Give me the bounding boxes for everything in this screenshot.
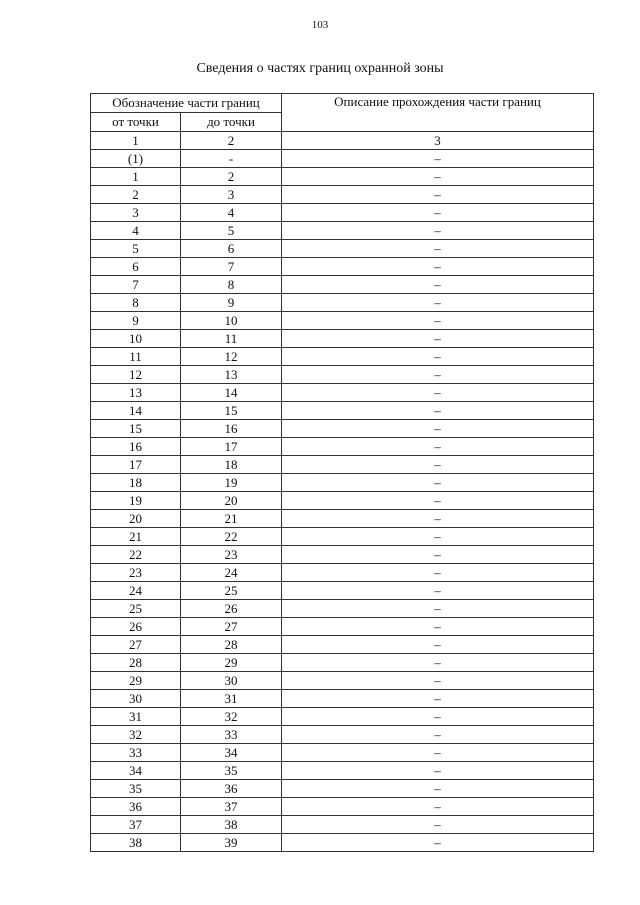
to-point-cell: 16 (181, 420, 282, 438)
table-row (91, 600, 594, 618)
from-point-cell: 13 (91, 384, 181, 402)
table-row (91, 546, 594, 564)
table-row (91, 258, 594, 276)
table-row (91, 402, 594, 420)
description-cell: – (282, 402, 594, 420)
header-boundary-designation: Обозначение части границ (91, 94, 282, 113)
table-row (91, 690, 594, 708)
from-point-cell: 33 (91, 744, 181, 762)
from-point-cell: 23 (91, 564, 181, 582)
from-point-cell: 8 (91, 294, 181, 312)
from-point-cell: 17 (91, 456, 181, 474)
description-cell: – (282, 564, 594, 582)
to-point-cell: 26 (181, 600, 282, 618)
table-row (91, 438, 594, 456)
column-number-3: 3 (282, 132, 594, 150)
to-point-cell: 19 (181, 474, 282, 492)
from-point-cell: 27 (91, 636, 181, 654)
table-row (91, 636, 594, 654)
header-from-point: от точки (91, 113, 181, 132)
table-row (91, 330, 594, 348)
to-point-cell: 23 (181, 546, 282, 564)
from-point-cell: 2 (91, 186, 181, 204)
table-row (91, 834, 594, 852)
from-point-cell: 37 (91, 816, 181, 834)
table-row (91, 780, 594, 798)
from-point-cell: 20 (91, 510, 181, 528)
to-point-cell: 11 (181, 330, 282, 348)
boundary-parts-table (90, 93, 594, 852)
column-numbers-row (91, 132, 594, 150)
description-cell: – (282, 672, 594, 690)
from-point-cell: 26 (91, 618, 181, 636)
description-cell: – (282, 510, 594, 528)
from-point-cell: (1) (91, 150, 181, 168)
description-cell: – (282, 762, 594, 780)
table-row (91, 456, 594, 474)
header-to-point: до точки (181, 113, 282, 132)
to-point-cell: 24 (181, 564, 282, 582)
table-row (91, 582, 594, 600)
table-row (91, 798, 594, 816)
from-point-cell: 32 (91, 726, 181, 744)
to-point-cell: 8 (181, 276, 282, 294)
to-point-cell: 9 (181, 294, 282, 312)
description-cell: – (282, 834, 594, 852)
description-cell: – (282, 438, 594, 456)
description-cell: – (282, 744, 594, 762)
from-point-cell: 5 (91, 240, 181, 258)
table-row (91, 564, 594, 582)
to-point-cell: 31 (181, 690, 282, 708)
from-point-cell: 19 (91, 492, 181, 510)
to-point-cell: 20 (181, 492, 282, 510)
table-body (91, 150, 594, 852)
description-cell: – (282, 780, 594, 798)
page-number: 103 (311, 19, 329, 31)
from-point-cell: 38 (91, 834, 181, 852)
table-row (91, 204, 594, 222)
description-cell: – (282, 492, 594, 510)
to-point-cell: 28 (181, 636, 282, 654)
from-point-cell: 31 (91, 708, 181, 726)
to-point-cell: 15 (181, 402, 282, 420)
description-cell: – (282, 618, 594, 636)
to-point-cell: 6 (181, 240, 282, 258)
from-point-cell: 36 (91, 798, 181, 816)
from-point-cell: 14 (91, 402, 181, 420)
from-point-cell: 10 (91, 330, 181, 348)
from-point-cell: 30 (91, 690, 181, 708)
table-row (91, 762, 594, 780)
table-row (91, 744, 594, 762)
description-cell: – (282, 312, 594, 330)
table-row (91, 474, 594, 492)
to-point-cell: 33 (181, 726, 282, 744)
table-row (91, 528, 594, 546)
to-point-cell: 30 (181, 672, 282, 690)
from-point-cell: 25 (91, 600, 181, 618)
table-row (91, 654, 594, 672)
description-cell: – (282, 150, 594, 168)
description-cell: – (282, 294, 594, 312)
description-cell: – (282, 366, 594, 384)
table-row (91, 186, 594, 204)
from-point-cell: 34 (91, 762, 181, 780)
description-cell: – (282, 240, 594, 258)
to-point-cell: 38 (181, 816, 282, 834)
from-point-cell: 3 (91, 204, 181, 222)
table-row (91, 294, 594, 312)
from-point-cell: 12 (91, 366, 181, 384)
description-cell: – (282, 690, 594, 708)
to-point-cell: 18 (181, 456, 282, 474)
description-cell: – (282, 474, 594, 492)
table-row (91, 672, 594, 690)
table-row (91, 384, 594, 402)
to-point-cell: 13 (181, 366, 282, 384)
description-cell: – (282, 204, 594, 222)
to-point-cell: 10 (181, 312, 282, 330)
to-point-cell: 37 (181, 798, 282, 816)
header-boundary-description: Описание прохождения части границ (282, 94, 594, 132)
description-cell: – (282, 348, 594, 366)
description-cell: – (282, 582, 594, 600)
description-cell: – (282, 456, 594, 474)
to-point-cell: 27 (181, 618, 282, 636)
table-row (91, 348, 594, 366)
description-cell: – (282, 636, 594, 654)
column-number-1: 1 (91, 132, 181, 150)
from-point-cell: 29 (91, 672, 181, 690)
description-cell: – (282, 726, 594, 744)
from-point-cell: 7 (91, 276, 181, 294)
column-number-2: 2 (181, 132, 282, 150)
document-title: Сведения о частях границ охранной зоны (196, 61, 444, 76)
from-point-cell: 9 (91, 312, 181, 330)
table-row (91, 510, 594, 528)
to-point-cell: 39 (181, 834, 282, 852)
from-point-cell: 4 (91, 222, 181, 240)
to-point-cell: - (181, 150, 282, 168)
description-cell: – (282, 528, 594, 546)
to-point-cell: 17 (181, 438, 282, 456)
description-cell: – (282, 798, 594, 816)
table-row (91, 240, 594, 258)
description-cell: – (282, 222, 594, 240)
from-point-cell: 18 (91, 474, 181, 492)
to-point-cell: 22 (181, 528, 282, 546)
to-point-cell: 29 (181, 654, 282, 672)
to-point-cell: 4 (181, 204, 282, 222)
description-cell: – (282, 186, 594, 204)
from-point-cell: 21 (91, 528, 181, 546)
description-cell: – (282, 420, 594, 438)
to-point-cell: 2 (181, 168, 282, 186)
description-cell: – (282, 816, 594, 834)
table-row (91, 618, 594, 636)
table-row (91, 726, 594, 744)
to-point-cell: 36 (181, 780, 282, 798)
table-row (91, 276, 594, 294)
to-point-cell: 14 (181, 384, 282, 402)
table-row (91, 366, 594, 384)
description-cell: – (282, 708, 594, 726)
to-point-cell: 32 (181, 708, 282, 726)
table-row (91, 492, 594, 510)
to-point-cell: 25 (181, 582, 282, 600)
from-point-cell: 1 (91, 168, 181, 186)
to-point-cell: 34 (181, 744, 282, 762)
table-row (91, 816, 594, 834)
table-row (91, 312, 594, 330)
table-row (91, 420, 594, 438)
to-point-cell: 12 (181, 348, 282, 366)
from-point-cell: 28 (91, 654, 181, 672)
description-cell: – (282, 168, 594, 186)
to-point-cell: 35 (181, 762, 282, 780)
table-row (91, 168, 594, 186)
from-point-cell: 6 (91, 258, 181, 276)
from-point-cell: 35 (91, 780, 181, 798)
table-row (91, 708, 594, 726)
from-point-cell: 11 (91, 348, 181, 366)
header-row-1 (91, 94, 594, 113)
description-cell: – (282, 546, 594, 564)
to-point-cell: 3 (181, 186, 282, 204)
description-cell: – (282, 258, 594, 276)
description-cell: – (282, 276, 594, 294)
table-header (91, 94, 594, 150)
to-point-cell: 7 (181, 258, 282, 276)
from-point-cell: 15 (91, 420, 181, 438)
table-row (91, 222, 594, 240)
description-cell: – (282, 600, 594, 618)
from-point-cell: 22 (91, 546, 181, 564)
description-cell: – (282, 330, 594, 348)
table-row (91, 150, 594, 168)
to-point-cell: 5 (181, 222, 282, 240)
description-cell: – (282, 384, 594, 402)
description-cell: – (282, 654, 594, 672)
to-point-cell: 21 (181, 510, 282, 528)
from-point-cell: 16 (91, 438, 181, 456)
from-point-cell: 24 (91, 582, 181, 600)
